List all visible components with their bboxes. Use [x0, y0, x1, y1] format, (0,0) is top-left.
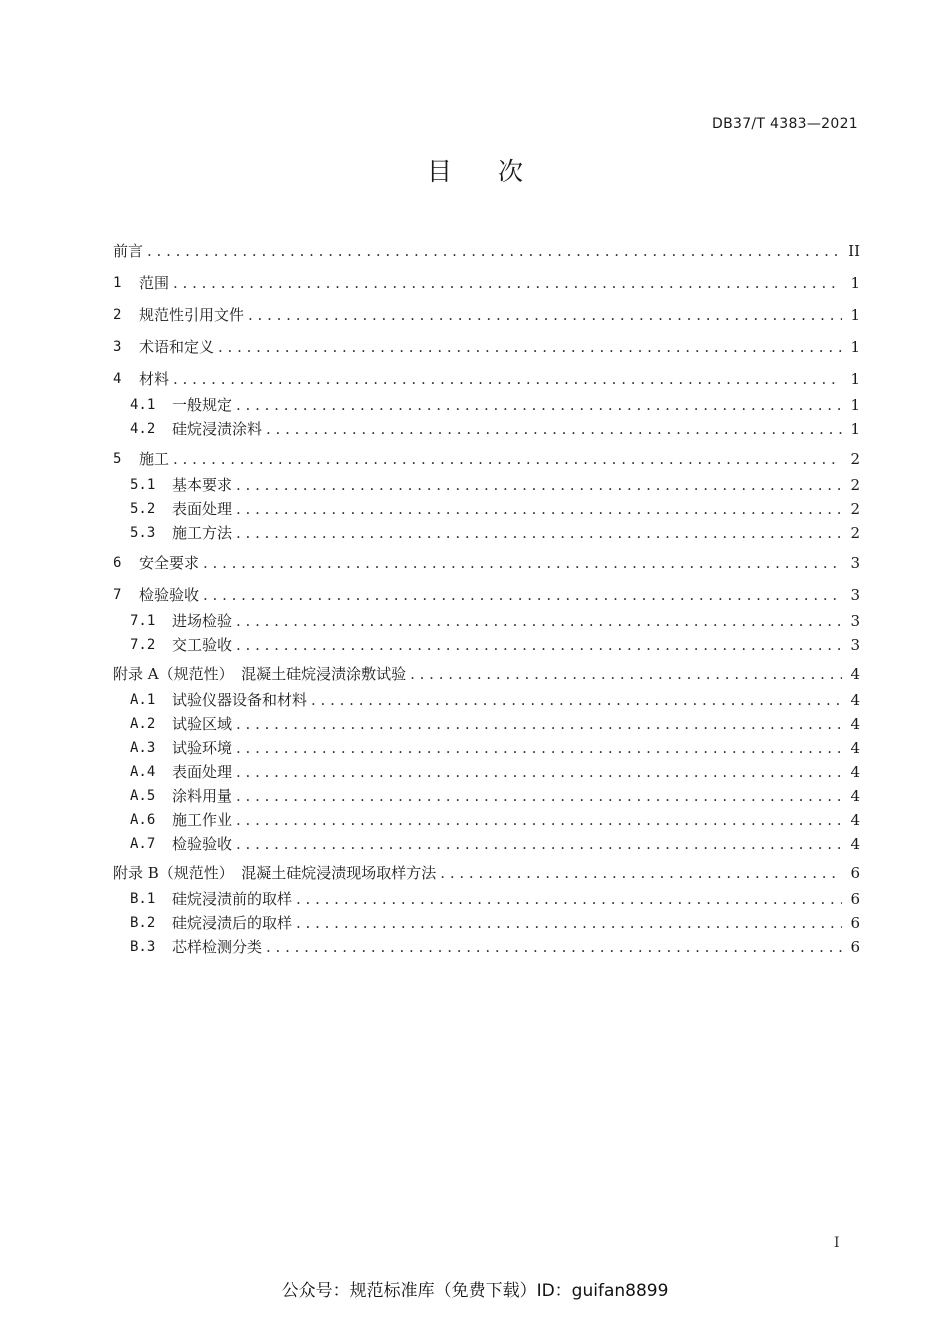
toc-entry-label: 材料	[139, 370, 170, 388]
toc-entry-label: 表面处理	[172, 763, 233, 781]
toc-dot-leader	[266, 937, 842, 957]
toc-entry[interactable]	[113, 714, 860, 734]
toc-entry[interactable]	[113, 664, 860, 684]
toc-entry-label: 规范性引用文件	[139, 306, 245, 324]
toc-entry-label: 进场检验	[172, 612, 233, 630]
toc-entry-label: 检验验收	[139, 586, 200, 604]
toc-entry[interactable]	[113, 305, 860, 325]
toc-entry-page: 3	[850, 554, 860, 572]
toc-dot-leader	[203, 585, 842, 605]
toc-entry-number: A.5	[130, 788, 156, 804]
toc-entry-number: 5.1	[130, 477, 156, 493]
toc-entry[interactable]	[113, 913, 860, 933]
toc-entry-page: 4	[850, 691, 860, 709]
toc-entry[interactable]	[113, 690, 860, 710]
toc-entry[interactable]	[113, 611, 860, 631]
toc-entry-page: 1	[850, 370, 860, 388]
toc-entry-label: 硅烷浸渍涂料	[172, 420, 263, 438]
toc-entry-number: 5.2	[130, 501, 156, 517]
toc-entry[interactable]	[113, 475, 860, 495]
toc-entry-number: B.2	[130, 915, 156, 931]
toc-entry-label: 硅烷浸渍前的取样	[172, 890, 293, 908]
toc-entry-page: 6	[850, 890, 860, 908]
toc-dot-leader	[236, 499, 842, 519]
toc-entry-label: 附录 A（规范性） 混凝土硅烷浸渍涂敷试验	[113, 665, 407, 683]
toc-entry-number: A.1	[130, 692, 156, 708]
doc-code: DB37/T 4383—2021	[712, 116, 858, 132]
footer-note: 公众号：规范标准库（免费下载）ID：guifan8899	[281, 1281, 669, 1301]
toc-entry-label: 基本要求	[172, 476, 233, 494]
toc-dot-leader	[440, 863, 842, 883]
toc-entry-page: 4	[850, 811, 860, 829]
toc-dot-leader	[173, 273, 842, 293]
toc-entry-number: 4.2	[130, 421, 156, 437]
toc-entry[interactable]	[113, 241, 860, 261]
toc-entry-number: 5	[113, 451, 122, 467]
toc-entry-number: A.7	[130, 836, 156, 852]
toc-entry-label: 安全要求	[139, 554, 200, 572]
toc-entry[interactable]	[113, 738, 860, 758]
toc-dot-leader	[410, 664, 842, 684]
toc-dot-leader	[236, 810, 842, 830]
toc-dot-leader	[236, 635, 842, 655]
toc-entry-label: 试验环境	[172, 739, 233, 757]
toc-entry-label: 交工验收	[172, 636, 233, 654]
toc-dot-leader	[236, 395, 842, 415]
toc-entry-number: 5.3	[130, 525, 156, 541]
toc-entry-page: 4	[850, 715, 860, 733]
toc-entry-page: 1	[850, 420, 860, 438]
toc-entry[interactable]	[113, 337, 860, 357]
toc-entry[interactable]	[113, 395, 860, 415]
toc-entry-number: A.4	[130, 764, 156, 780]
toc-entry[interactable]	[113, 523, 860, 543]
toc-entry-page: 6	[850, 864, 860, 882]
toc-entry-label: 施工	[139, 450, 170, 468]
toc-entry-page: 6	[850, 914, 860, 932]
toc-entry-label: 施工作业	[172, 811, 233, 829]
toc-entry[interactable]	[113, 499, 860, 519]
toc-entry-number: A.2	[130, 716, 156, 732]
toc-dot-leader	[173, 449, 842, 469]
toc-entry-page: 3	[850, 636, 860, 654]
toc-entry-page: 1	[850, 274, 860, 292]
toc-entry-label: 术语和定义	[139, 338, 215, 356]
toc-entry-label: 表面处理	[172, 500, 233, 518]
toc-entry-number: A.6	[130, 812, 156, 828]
toc-entry-page: 3	[850, 586, 860, 604]
toc-dot-leader	[236, 834, 842, 854]
toc-entry-number: 1	[113, 275, 122, 291]
toc-entry-label: 检验验收	[172, 835, 233, 853]
toc-entry-page: 2	[850, 500, 860, 518]
toc-dot-leader	[236, 475, 842, 495]
toc-entry[interactable]	[113, 834, 860, 854]
toc-entry-label: 施工方法	[172, 524, 233, 542]
toc-dot-leader	[203, 553, 842, 573]
toc-entry-page: 4	[850, 763, 860, 781]
toc-entry[interactable]	[113, 273, 860, 293]
toc-entry-label: 试验仪器设备和材料	[172, 691, 308, 709]
toc-entry-number: A.3	[130, 740, 156, 756]
toc-entry[interactable]	[113, 786, 860, 806]
toc-entry[interactable]	[113, 937, 860, 957]
toc-entry-page: 2	[850, 524, 860, 542]
toc-entry-label: 范围	[139, 274, 170, 292]
toc-entry[interactable]	[113, 419, 860, 439]
toc-entry-page: 1	[850, 396, 860, 414]
toc-entry-number: 4.1	[130, 397, 156, 413]
toc-entry-page: 1	[850, 306, 860, 324]
page-title: 目次	[426, 157, 569, 186]
toc-dot-leader	[173, 369, 842, 389]
toc-entry[interactable]	[113, 369, 860, 389]
toc-entry-page: 4	[850, 739, 860, 757]
toc-dot-leader	[236, 523, 842, 543]
toc-dot-leader	[266, 419, 842, 439]
page-number: I	[834, 1235, 840, 1251]
toc-entry-label: 一般规定	[172, 396, 233, 414]
toc-entry-label: 附录 B（规范性） 混凝土硅烷浸渍现场取样方法	[113, 864, 437, 882]
toc-entry[interactable]	[113, 762, 860, 782]
toc-entry[interactable]	[113, 810, 860, 830]
toc-entry[interactable]	[113, 449, 860, 469]
toc-entry-number: B.1	[130, 891, 156, 907]
toc-dot-leader	[311, 690, 842, 710]
toc-entry[interactable]	[113, 863, 860, 883]
toc-dot-leader	[296, 889, 842, 909]
toc-entry-number: B.3	[130, 939, 156, 955]
toc-entry-number: 3	[113, 339, 122, 355]
toc-entry-page: 4	[850, 787, 860, 805]
toc-entry[interactable]	[113, 889, 860, 909]
toc-entry[interactable]	[113, 635, 860, 655]
toc-dot-leader	[218, 337, 842, 357]
toc-dot-leader	[236, 762, 842, 782]
toc-entry-page: 6	[850, 938, 860, 956]
toc-dot-leader	[236, 611, 842, 631]
toc-entry-number: 7.2	[130, 637, 156, 653]
toc-entry-label: 涂料用量	[172, 787, 233, 805]
toc-entry-label: 芯样检测分类	[172, 938, 263, 956]
toc-entry-page: 2	[850, 450, 860, 468]
toc-dot-leader	[147, 241, 842, 261]
toc-entry-label: 前言	[113, 242, 144, 260]
toc-entry-page: 4	[850, 665, 860, 683]
toc-entry[interactable]	[113, 553, 860, 573]
toc-dot-leader	[248, 305, 842, 325]
toc-entry-page: 2	[850, 476, 860, 494]
table-of-contents	[113, 0, 860, 1000]
toc-entry-label: 试验区域	[172, 715, 233, 733]
toc-entry-number: 4	[113, 371, 122, 387]
toc-entry-number: 6	[113, 555, 122, 571]
toc-entry-label: 硅烷浸渍后的取样	[172, 914, 293, 932]
toc-dot-leader	[236, 786, 842, 806]
toc-dot-leader	[296, 913, 842, 933]
toc-entry-number: 7.1	[130, 613, 156, 629]
toc-entry-number: 7	[113, 587, 122, 603]
toc-dot-leader	[236, 714, 842, 734]
toc-dot-leader	[236, 738, 842, 758]
toc-entry-page: 3	[850, 612, 860, 630]
toc-entry[interactable]	[113, 585, 860, 605]
toc-entry-number: 2	[113, 307, 122, 323]
toc-entry-page: II	[848, 242, 860, 260]
toc-entry-page: 1	[850, 338, 860, 356]
toc-entry-page: 4	[850, 835, 860, 853]
